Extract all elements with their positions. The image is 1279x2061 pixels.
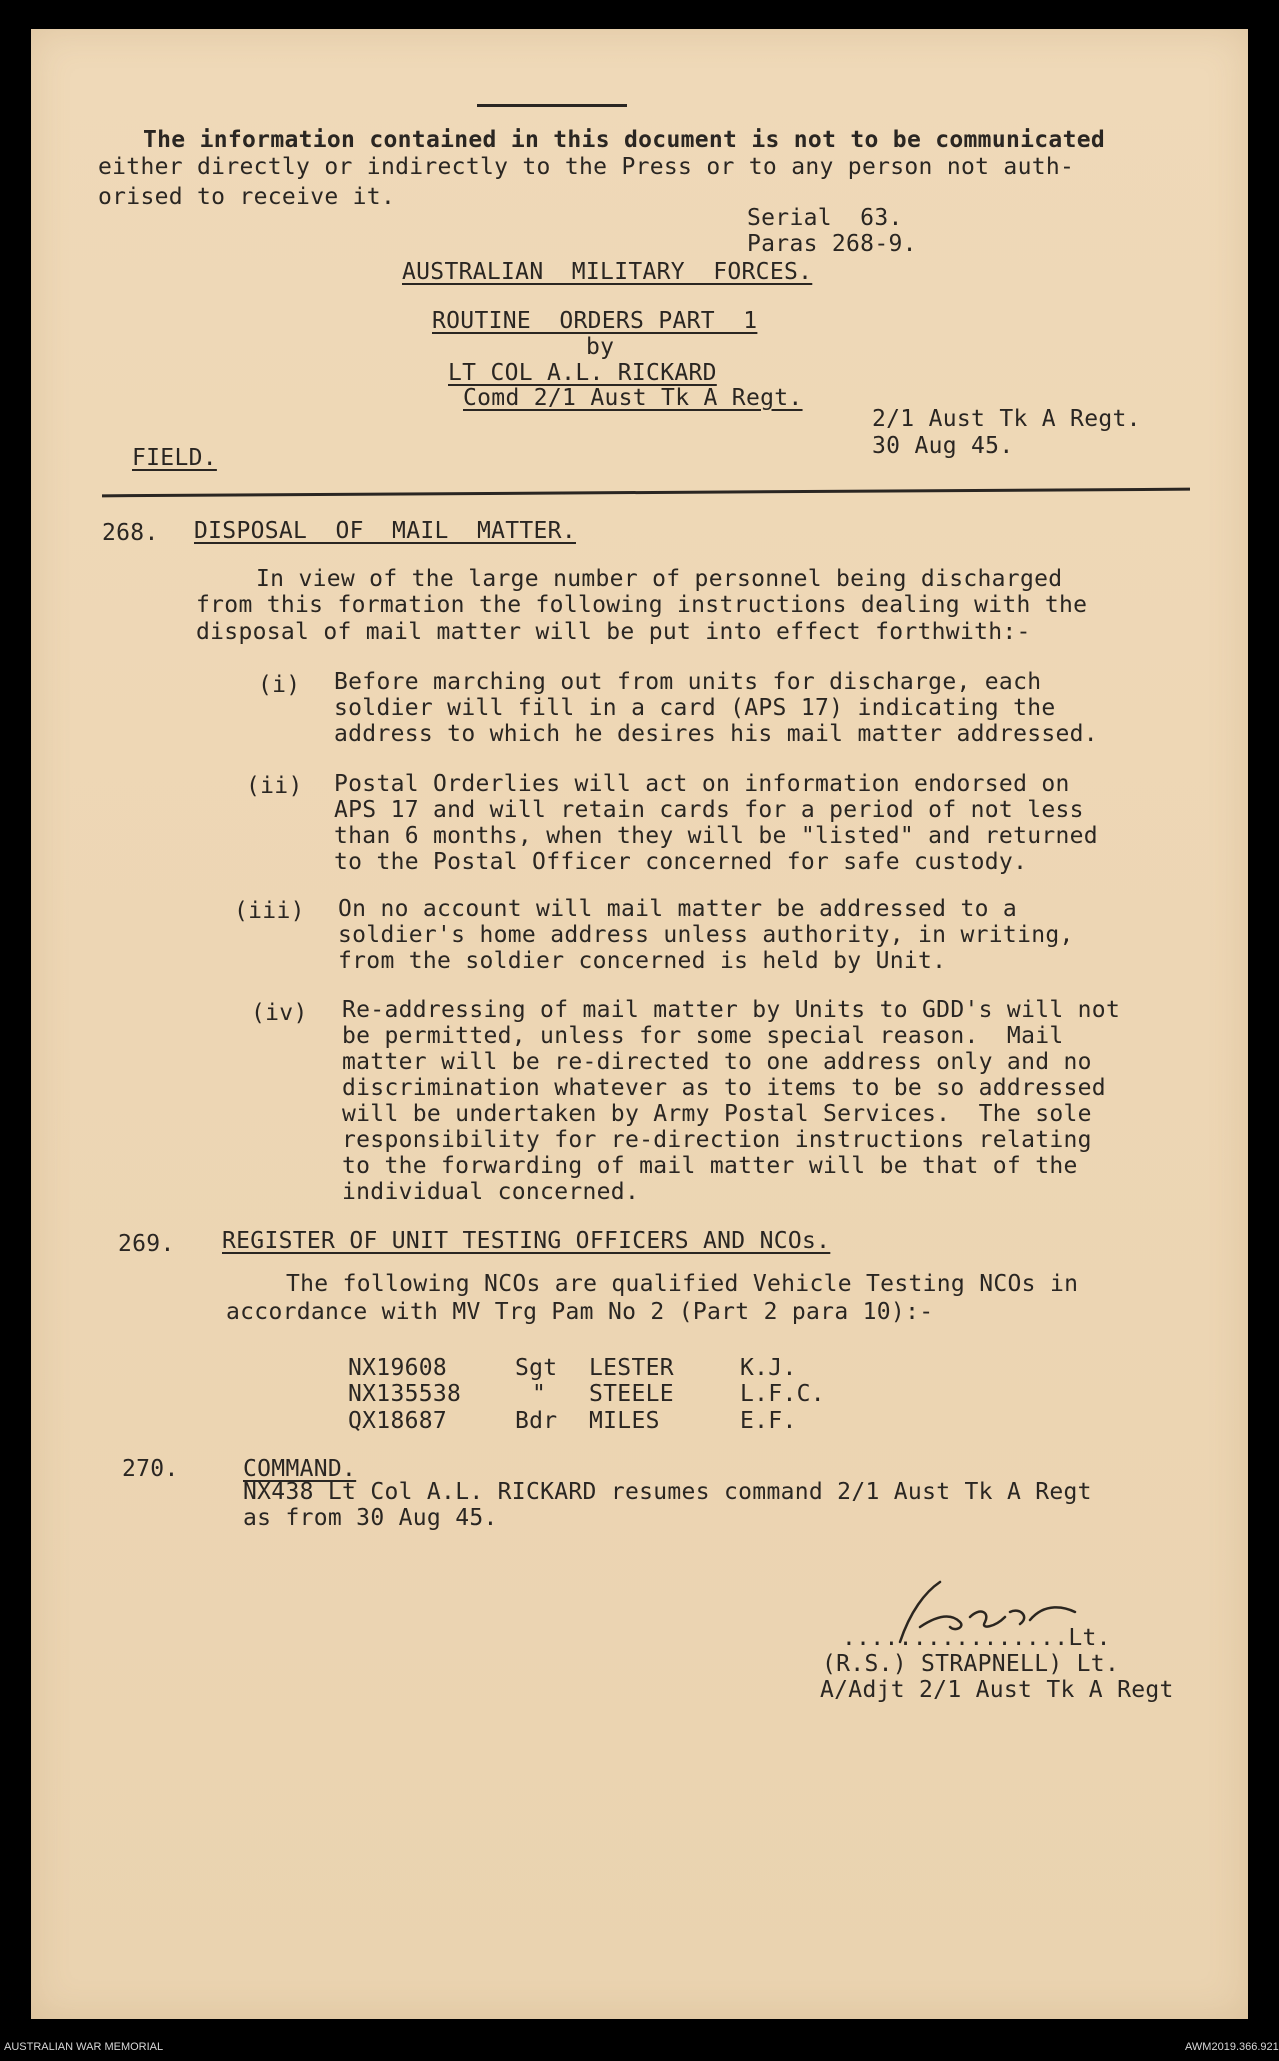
signature-dots: ................Lt. (842, 1625, 1111, 1651)
item-iv-line-3: matter will be re-directed to one address only and no (342, 1049, 1092, 1075)
nco-3-number: QX18687 (348, 1408, 448, 1434)
section-269-heading: REGISTER OF UNIT TESTING OFFICERS AND NCOs. (222, 1228, 831, 1254)
paras-range: Paras 268-9. (747, 231, 917, 257)
item-i-line-2: soldier will fill in a card (APS 17) indicating the (334, 695, 1056, 721)
unit-location: 2/1 Aust Tk A Regt. (872, 406, 1141, 432)
nco-1-number: NX19608 (348, 1355, 448, 1381)
field-location: FIELD. (132, 445, 217, 471)
item-ii-line-4: to the Postal Officer concerned for safe custody. (334, 849, 1028, 875)
item-iii-line-3: from the soldier concerned is held by Unit. (338, 948, 947, 974)
section-269-number: 269. (118, 1231, 175, 1257)
nco-1-name: LESTER (589, 1355, 674, 1381)
item-iv-line-6: responsibility for re-direction instructions relating (342, 1127, 1092, 1153)
footer-source: AUSTRALIAN WAR MEMORIAL (4, 2041, 164, 2053)
item-iv-line-1: Re-addressing of mail matter by Units to GDD's will not (342, 997, 1121, 1023)
item-i-line-1: Before marching out from units for discharge, each (334, 669, 1042, 695)
section-269-intro-1: The following NCOs are qualified Vehicle Testing NCOs in (286, 1271, 1079, 1297)
item-iii-number: (iii) (234, 898, 305, 924)
item-iii-line-1: On no account will mail matter be addressed to a (338, 896, 1018, 922)
section-270-heading: COMMAND. (243, 1456, 357, 1482)
section-268-heading: DISPOSAL OF MAIL MATTER. (194, 518, 576, 544)
nco-3-name: MILES (589, 1408, 660, 1434)
officer-name: LT COL A.L. RICKARD (448, 360, 717, 386)
section-268-number: 268. (102, 520, 159, 546)
item-i-number: (i) (258, 672, 301, 698)
section-270-number: 270. (122, 1456, 179, 1482)
section-268-intro-2: from this formation the following instructions dealing with the (196, 592, 1088, 618)
item-ii-number: (ii) (246, 773, 303, 799)
by-line: by (586, 334, 615, 360)
nco-2-name: STEELE (589, 1381, 674, 1407)
officer-command: Comd 2/1 Aust Tk A Regt. (463, 385, 803, 411)
nco-2-initials: L.F.C. (740, 1381, 825, 1407)
document-title: ROUTINE ORDERS PART 1 (432, 308, 758, 334)
section-268-intro-1: In view of the large number of personnel being discharged (256, 566, 1063, 592)
section-269-intro-2: accordance with MV Trg Pam No 2 (Part 2 para 10):- (226, 1299, 934, 1325)
top-rule (477, 104, 627, 107)
nco-3-initials: E.F. (740, 1408, 797, 1434)
item-ii-line-1: Postal Orderlies will act on information endorsed on (334, 771, 1070, 797)
signature-role: A/Adjt 2/1 Aust Tk A Regt (820, 1677, 1174, 1703)
item-ii-line-3: than 6 months, when they will be "listed" and returned (334, 823, 1098, 849)
footer-accession: AWM2019.366.921 (1185, 2041, 1279, 2053)
item-i-line-3: address to which he desires his mail matter addressed. (334, 721, 1098, 747)
nco-2-rank: " (532, 1381, 547, 1407)
section-270-line-1: NX438 Lt Col A.L. RICKARD resumes command 2/1 Aust Tk A Regt (243, 1479, 1092, 1505)
item-iv-number: (iv) (251, 1000, 308, 1026)
item-iii-line-2: soldier's home address unless authority, in writing, (338, 922, 1074, 948)
nco-1-rank: Sgt (515, 1355, 558, 1381)
signature-name: (R.S.) STRAPNELL) Lt. (822, 1651, 1120, 1677)
item-iv-line-4: discrimination whatever as to items to be so addressed (342, 1075, 1106, 1101)
section-268-intro-3: disposal of mail matter will be put into effect forthwith:- (196, 619, 1031, 645)
nco-1-initials: K.J. (740, 1355, 797, 1381)
nco-3-rank: Bdr (515, 1408, 558, 1434)
organisation-heading: AUSTRALIAN MILITARY FORCES. (402, 259, 813, 285)
item-ii-line-2: APS 17 and will retain cards for a period of not less (334, 797, 1084, 823)
security-notice-line-1: The information contained in this document is not to be communicated (143, 127, 1106, 153)
section-270-line-2: as from 30 Aug 45. (243, 1505, 498, 1531)
security-notice-line-3: orised to receive it. (98, 184, 396, 210)
item-iv-line-5: will be undertaken by Army Postal Services. The sole (342, 1101, 1092, 1127)
document-date: 30 Aug 45. (872, 433, 1014, 459)
item-iv-line-7: to the forwarding of mail matter will be that of the (342, 1153, 1078, 1179)
item-iv-line-2: be permitted, unless for some special reason. Mail (342, 1023, 1064, 1049)
serial-number: Serial 63. (747, 205, 903, 231)
item-iv-line-8: individual concerned. (342, 1179, 640, 1205)
nco-2-number: NX135538 (348, 1381, 462, 1407)
security-notice-line-2: either directly or indirectly to the Press or to any person not auth- (98, 154, 1075, 180)
